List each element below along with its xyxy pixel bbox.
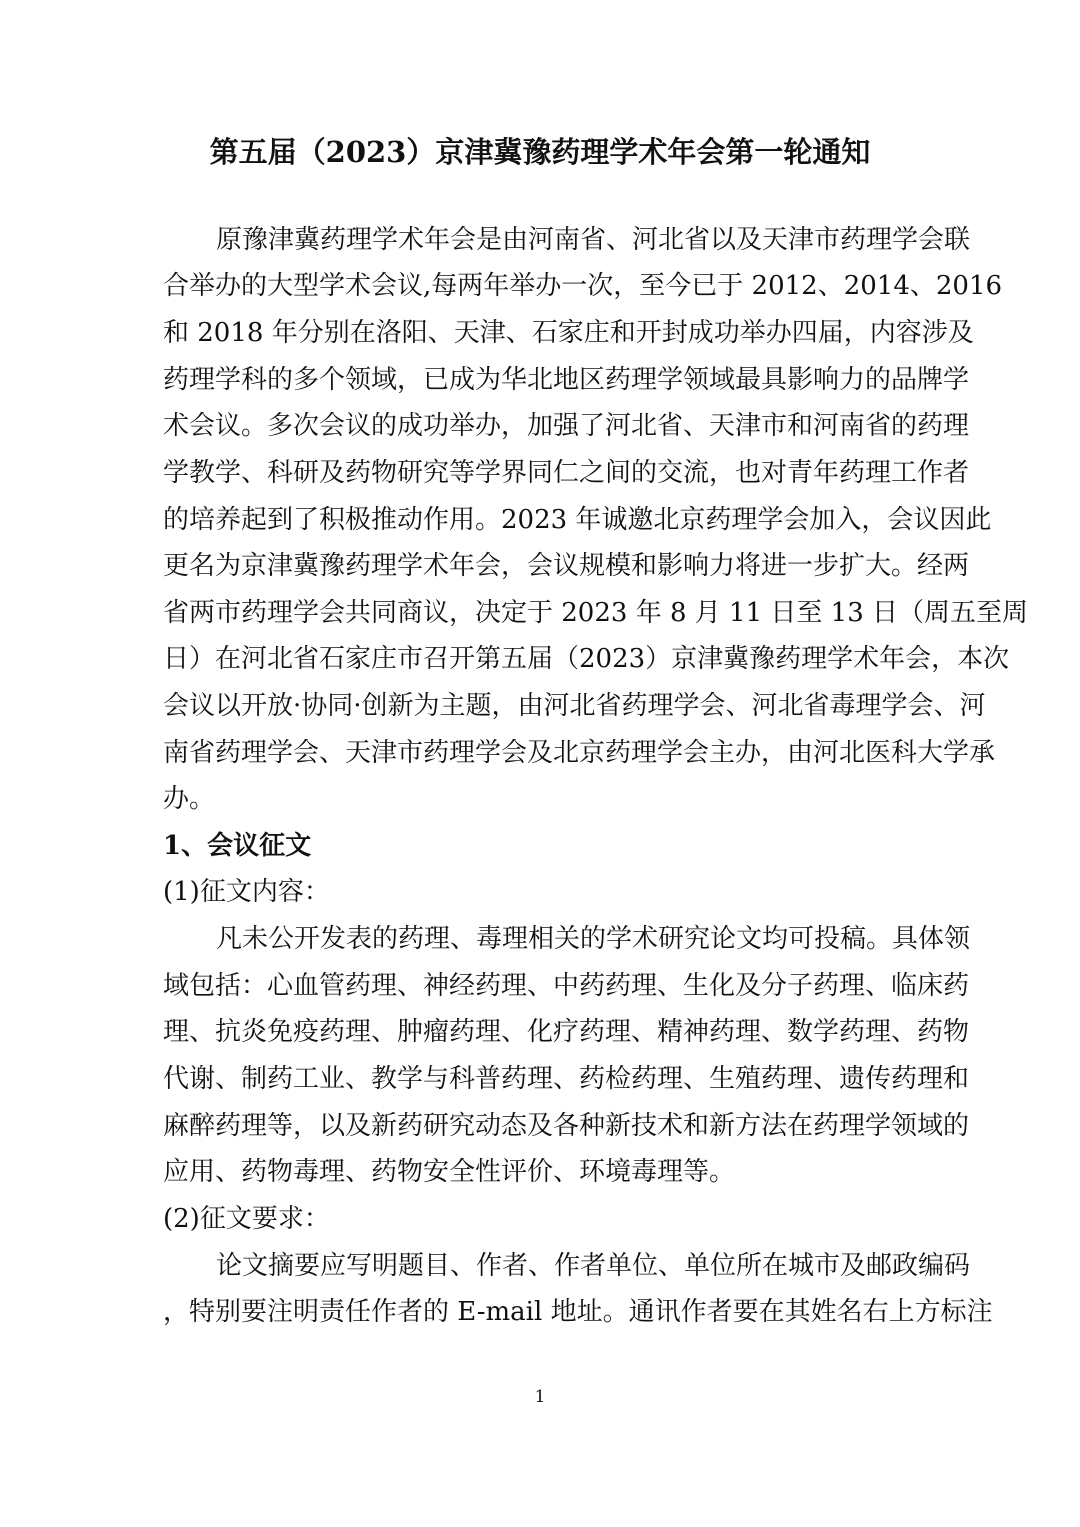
intro-line: 合举办的大型学术会议,每两年举办一次，至今已于 2012、2014、2016 [163,271,1003,301]
paragraph-line: 麻醉药理等，以及新药研究动态及各种新技术和新方法在药理学领域的 [163,1111,970,1141]
paragraph-line: 论文摘要应写明题目、作者、作者单位、单位所在城市及邮政编码 [216,1251,971,1281]
intro-line: 和 2018 年分别在洛阳、天津、石家庄和开封成功举办四届，内容涉及 [163,318,974,348]
intro-line: 日）在河北省石家庄市召开第五届（2023）京津冀豫药理学术年会，本次 [163,644,1010,674]
paragraph-line: 代谢、制药工业、教学与科普药理、药检药理、生殖药理、遗传药理和 [163,1064,970,1094]
document-title: 第五届（2023）京津冀豫药理学术年会第一轮通知 [209,135,871,169]
paragraph-line: ，特别要注明责任作者的 E-mail 地址。通讯作者要在其姓名右上方标注 [163,1297,993,1327]
paragraph-line: 应用、药物毒理、药物安全性评价、环境毒理等。 [163,1157,736,1187]
intro-line: 南省药理学会、天津市药理学会及北京药理学会主办，由河北医科大学承 [163,738,996,768]
paragraph-line: 域包括：心血管药理、神经药理、中药药理、生化及分子药理、临床药 [163,971,970,1001]
intro-line: 更名为京津冀豫药理学术年会，会议规模和影响力将进一步扩大。经两 [163,551,970,581]
subsection-label: (1)征文内容： [163,877,330,907]
subsection-label: (2)征文要求： [163,1204,330,1234]
intro-line: 省两市药理学会共同商议，决定于 2023 年 8 月 11 日至 13 日（周五至周 [163,598,1028,628]
paragraph-line: 理、抗炎免疫药理、肿瘤药理、化疗药理、精神药理、数学药理、药物 [163,1017,970,1047]
intro-line: 药理学科的多个领域，已成为华北地区药理学领域最具影响力的品牌学 [163,365,970,395]
intro-line: 办。 [163,784,216,814]
intro-line: 术会议。多次会议的成功举办，加强了河北省、天津市和河南省的药理 [163,411,970,441]
intro-line: 会议以开放·协同·创新为主题，由河北省药理学会、河北省毒理学会、河 [163,691,986,721]
intro-line: 原豫津冀药理学术年会是由河南省、河北省以及天津市药理学会联 [216,225,971,255]
page-number: 1 [534,1387,546,1407]
intro-line: 学教学、科研及药物研究等学界同仁之间的交流，也对青年药理工作者 [163,458,970,488]
paragraph-line: 凡未公开发表的药理、毒理相关的学术研究论文均可投稿。具体领 [216,924,971,954]
section-heading: 1、会议征文 [163,831,312,861]
intro-line: 的培养起到了积极推动作用。2023 年诚邀北京药理学会加入，会议因此 [163,505,992,535]
